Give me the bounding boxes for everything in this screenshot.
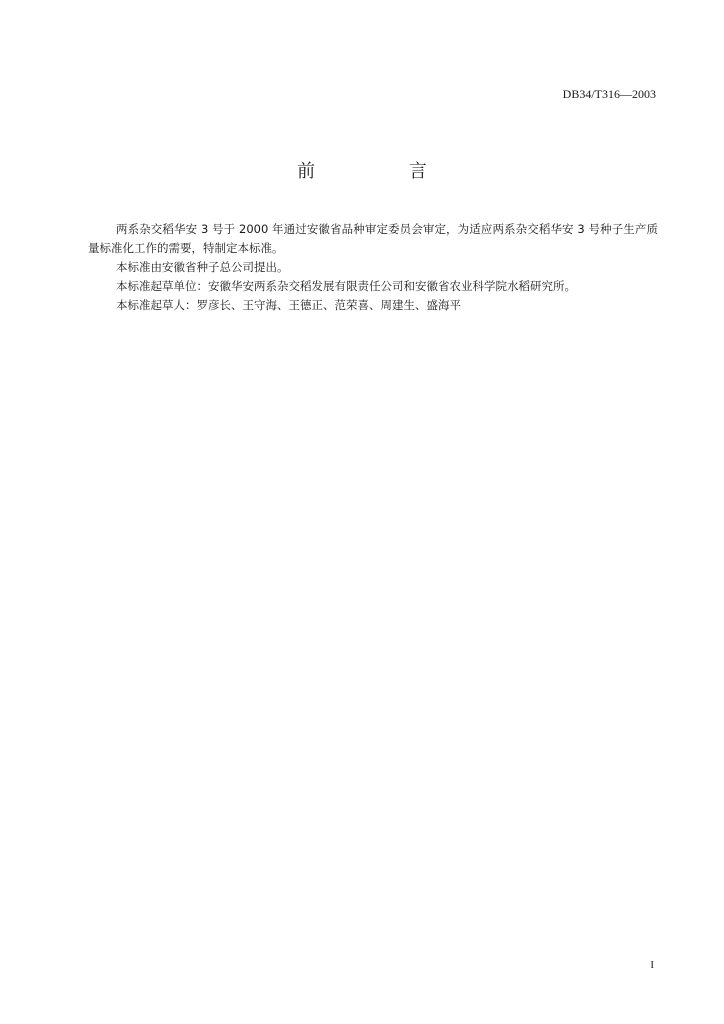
paragraph: 本标准起草单位：安徽华安两系杂交稻发展有限责任公司和安徽省农业科学院水稻研究所。 [116,279,576,293]
page-number: I [650,959,654,971]
paragraph: 两系杂交稻华安 3 号于 2000 年通过安徽省品种审定委员会审定，为适应两系杂交稻华安 3 号种子生产质量标准化工作的需要，特制定本标准。 [88,222,658,255]
standard-code: DB34/T316—2003 [562,87,656,101]
foreword-body [88,220,658,315]
page-title: 前 言 [297,161,471,182]
paragraph: 本标准由安徽省种子总公司提出。 [116,260,289,274]
paragraph: 本标准起草人：罗彦长、王守海、王德正、范荣喜、周建生、盛海平 [116,298,461,312]
